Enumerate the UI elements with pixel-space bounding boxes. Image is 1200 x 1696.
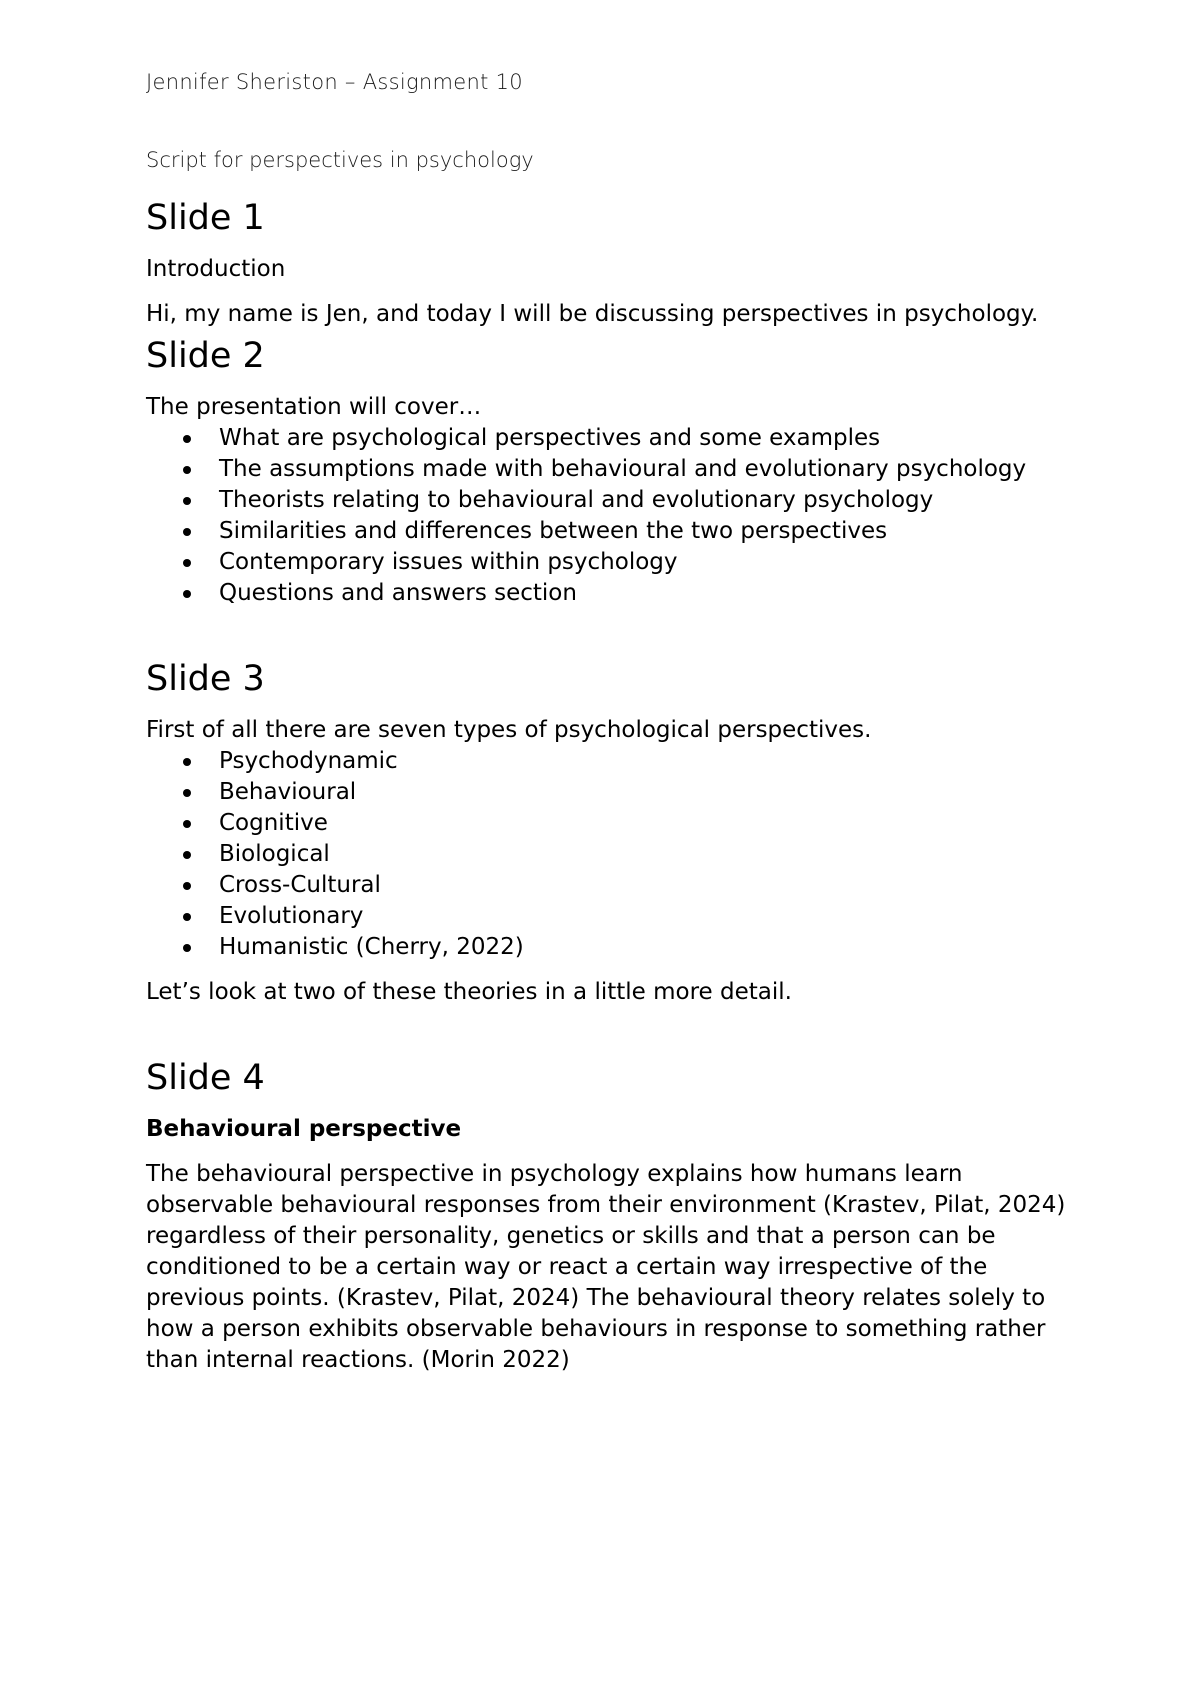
- list-item-text: Evolutionary: [219, 903, 364, 929]
- bullet-icon: [183, 944, 191, 952]
- slide-3-outro: Let’s look at two of these theories in a little more detail.: [146, 979, 792, 1005]
- list-item-text: Humanistic (Cherry, 2022): [219, 934, 524, 960]
- slide-2-heading: Slide 2: [146, 336, 265, 376]
- bullet-icon: [183, 882, 191, 890]
- list-item-text: Similarities and differences between the two perspectives: [219, 518, 888, 544]
- document-body: [146, 68, 1066, 1376]
- bullet-icon: [183, 820, 191, 828]
- list-item-text: Theorists relating to behavioural and evolutionary psychology: [219, 487, 934, 513]
- list-item: [146, 547, 1066, 578]
- slide-2-intro: The presentation will cover…: [146, 394, 482, 420]
- list-item: [146, 839, 1066, 870]
- list-item: [146, 932, 1066, 963]
- slide-4-section: [146, 1056, 1066, 1376]
- slide-2-bullet-list: [146, 423, 1066, 609]
- document-header: Jennifer Sheriston – Assignment 10: [146, 70, 523, 94]
- slide-4-heading: Slide 4: [146, 1058, 265, 1098]
- list-item: [146, 578, 1066, 609]
- list-item-text: Biological: [219, 841, 330, 867]
- slide-2-section: [146, 334, 1066, 609]
- list-item: [146, 516, 1066, 547]
- bullet-icon: [183, 528, 191, 536]
- list-item: [146, 485, 1066, 516]
- bullet-icon: [183, 435, 191, 443]
- list-item-text: Cognitive: [219, 810, 328, 836]
- list-item: [146, 454, 1066, 485]
- slide-3-heading: Slide 3: [146, 659, 265, 699]
- slide-3-bullet-list: [146, 746, 1066, 963]
- list-item-text: Psychodynamic: [219, 748, 398, 774]
- list-item-text: The assumptions made with behavioural and evolutionary psychology: [219, 456, 1027, 482]
- list-item-text: Questions and answers section: [219, 580, 577, 606]
- list-item: [146, 870, 1066, 901]
- bullet-icon: [183, 851, 191, 859]
- document-subtitle: Script for perspectives in psychology: [146, 148, 534, 172]
- bullet-icon: [183, 559, 191, 567]
- slide-4-paragraph: The behavioural perspective in psychology explains how humans learn observable behavioural responses from their environment (Krastev, Pilat, 2024) regardless of their personality, genetics or skills and that a person can be conditioned to be a certain way or react a certain way irrespective of the previous points. (Krastev, Pilat, 2024) The behavioural theory relates solely to how a person exhibits observable behaviours in response to something rather than internal reactions. (Morin 2022): [146, 1161, 1066, 1373]
- list-item-text: Contemporary issues within psychology: [219, 549, 678, 575]
- list-item-text: What are psychological perspectives and some examples: [219, 425, 881, 451]
- bullet-icon: [183, 497, 191, 505]
- list-item: [146, 901, 1066, 932]
- slide-1-paragraph: Hi, my name is Jen, and today I will be discussing perspectives in psychology.: [146, 301, 1039, 327]
- list-item: [146, 777, 1066, 808]
- list-item: [146, 746, 1066, 777]
- bullet-icon: [183, 590, 191, 598]
- list-item-text: Cross-Cultural: [219, 872, 381, 898]
- bullet-icon: [183, 758, 191, 766]
- slide-1-label: Introduction: [146, 256, 286, 282]
- slide-1-heading: Slide 1: [146, 198, 265, 238]
- list-item: [146, 423, 1066, 454]
- slide-3-section: [146, 657, 1066, 1008]
- slide-1-section: [146, 196, 1066, 330]
- bullet-icon: [183, 466, 191, 474]
- list-item: [146, 808, 1066, 839]
- slide-3-intro: First of all there are seven types of psychological perspectives.: [146, 717, 872, 743]
- bullet-icon: [183, 789, 191, 797]
- list-item-text: Behavioural: [219, 779, 357, 805]
- bullet-icon: [183, 913, 191, 921]
- slide-4-subheading: Behavioural perspective: [146, 1116, 462, 1142]
